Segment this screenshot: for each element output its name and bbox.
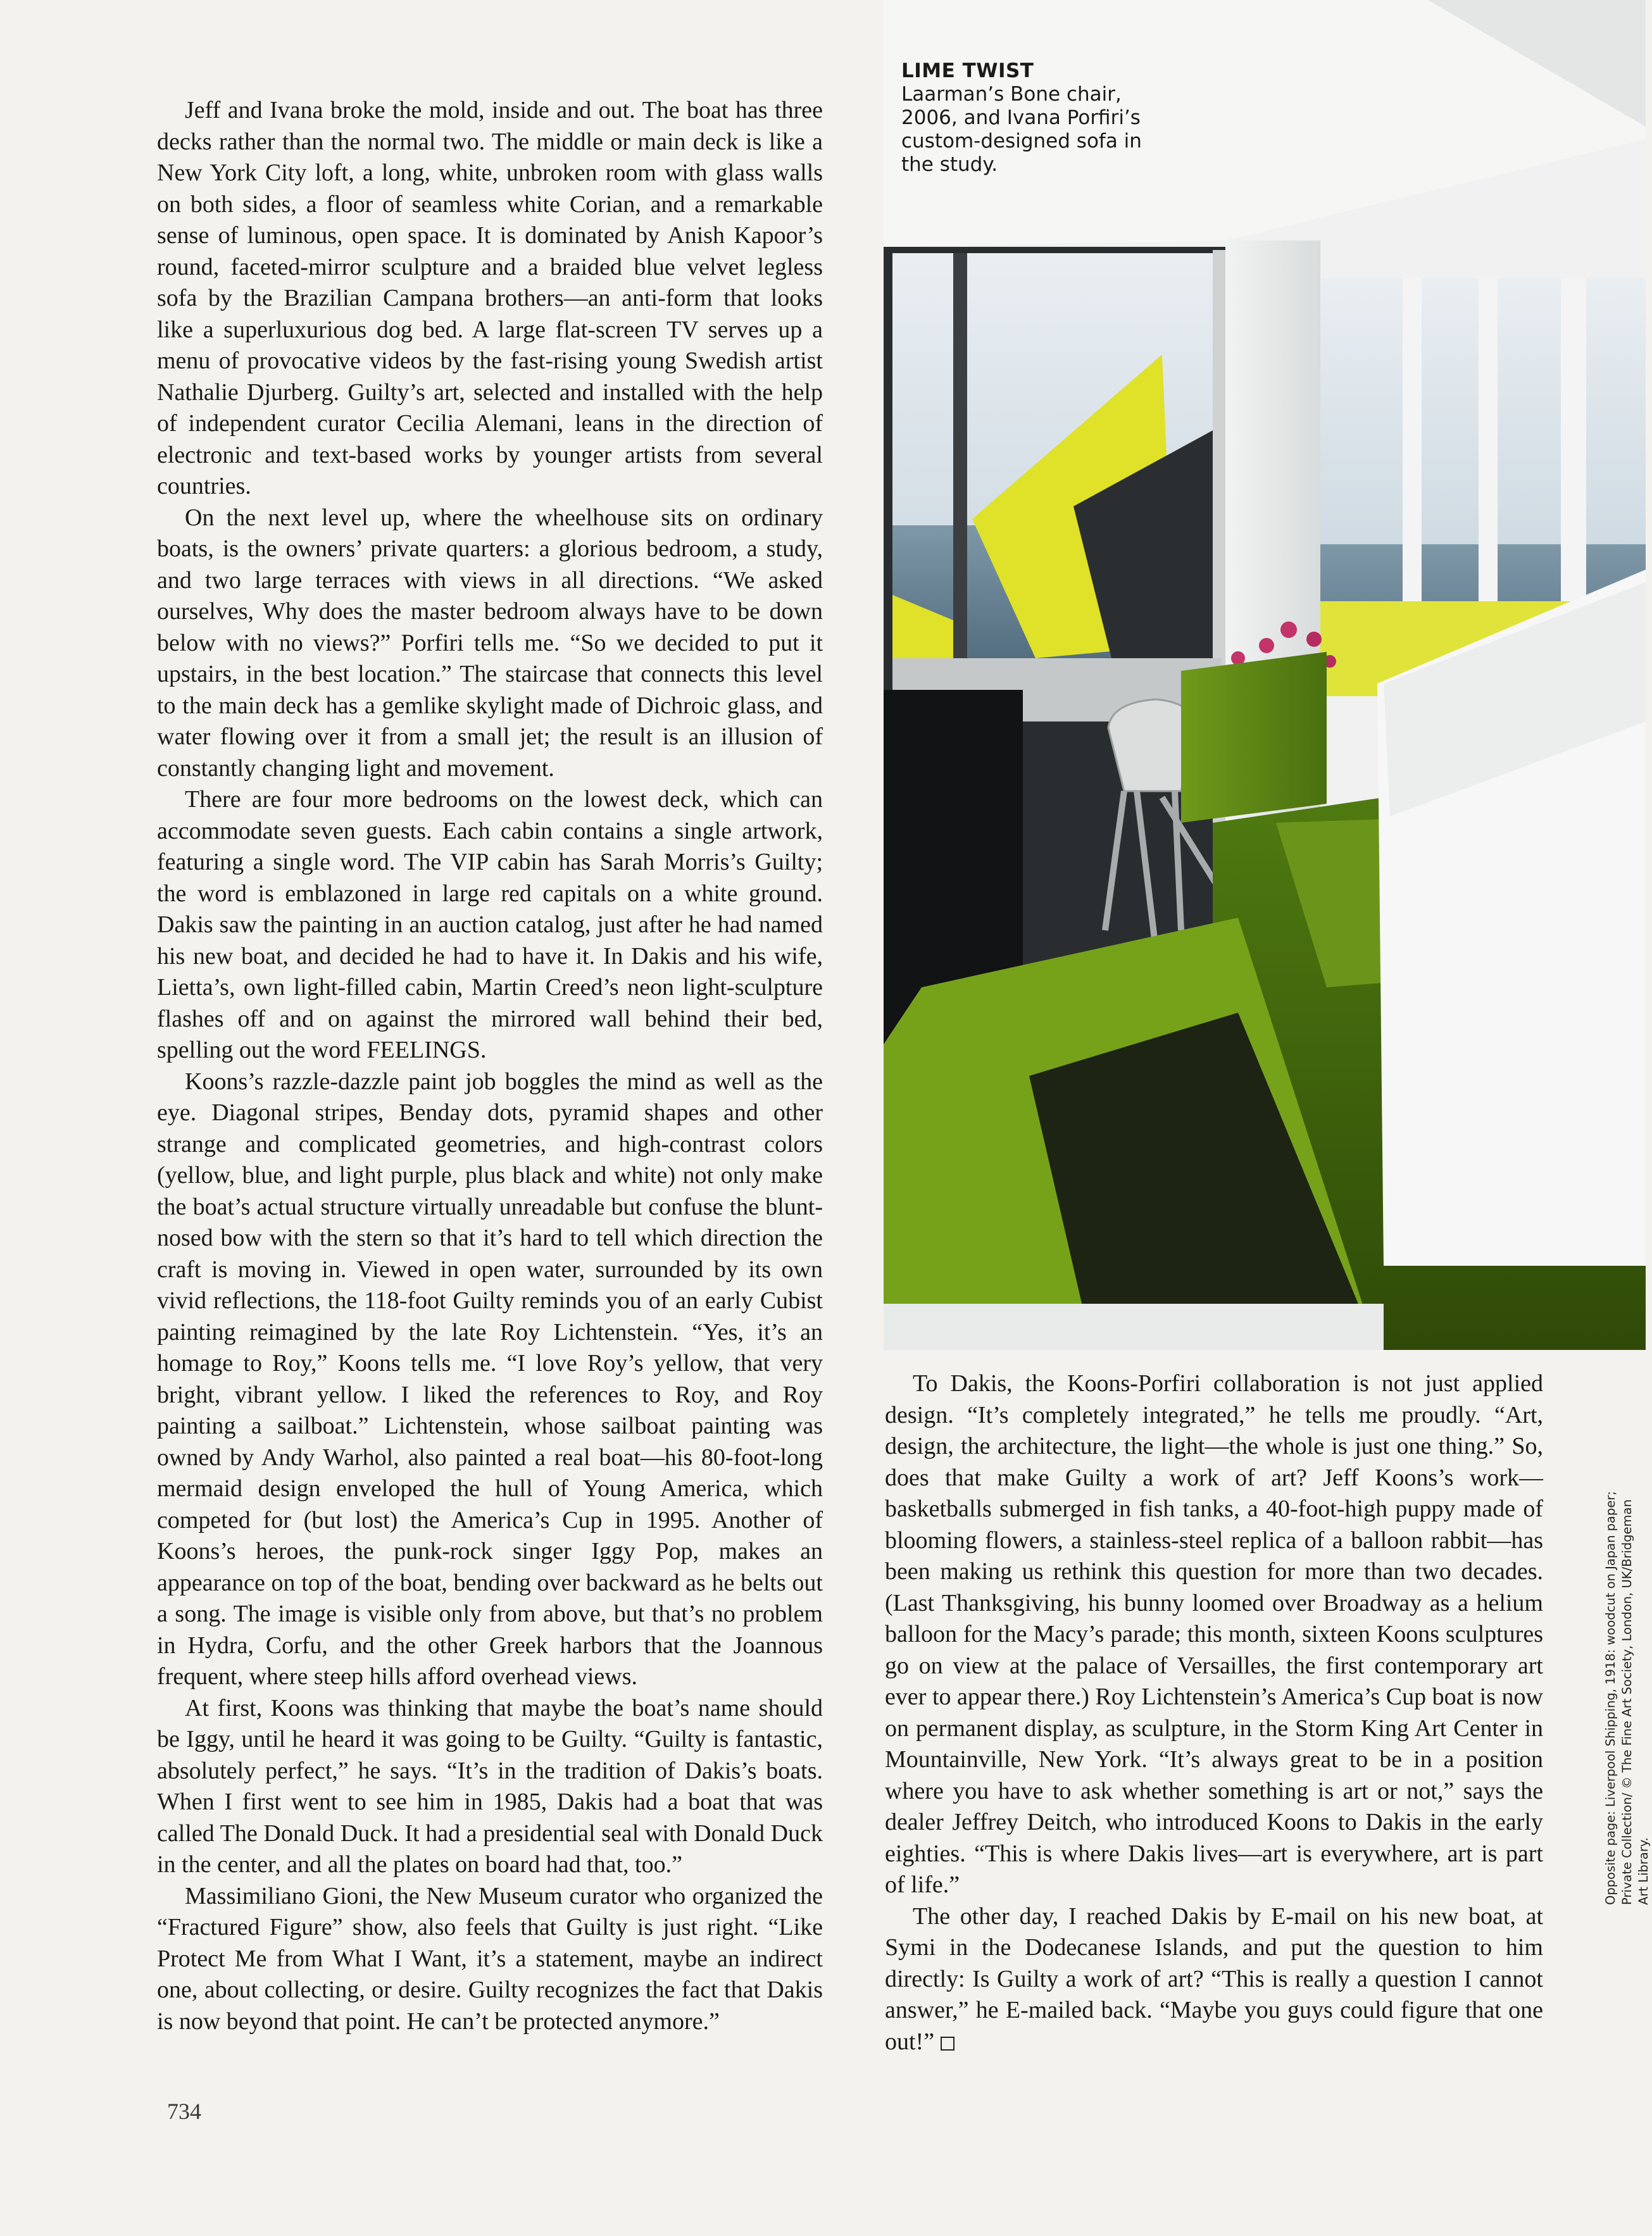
page-number: 734 [167,2099,201,2124]
body-paragraph: Jeff and Ivana broke the mold, inside and out. The boat has three decks rather than the normal two. The middle or main deck is like a New York City loft, a long, white, unbroken room with glass walls on both sides, a floor of seamless white Corian, and a remarkable sense of luminous, open space. It is dominated by Anish Kapoor’s round, faceted-mirror sculpture and a braided blue velvet legless sofa by the Brazilian Campana brothers—an anti-form that looks like a superluxurious dog bed. A large flat-screen TV serves up a menu of provocative videos by the fast-rising young Swedish artist Nathalie Djurberg. Guilty’s art, selected and installed with the help of independent curator Cecilia Alemani, leans in the direction of electronic and text-based works by younger artists from several countries. [157,97,823,499]
left-text-column [157,95,823,2037]
photo-caption [901,59,1180,177]
body-paragraph: Massimiliano Gioni, the New Museum curator who organized the “Fractured Figure” show, also feels that Guilty is just right. “Like Protect Me from What I Want, it’s a statement, maybe an indirect one, about collecting, or desire. Guilty recognizes the fact that Dakis is now beyond that point. He can’t be protected anymore.” [157,1882,823,2035]
body-paragraph: Koons’s razzle-dazzle paint job boggles the mind as well as the eye. Diagonal stripes, Benday dots, pyramid shapes and other strange and complicated geometries, and high-contrast colors (yellow, blue, and light purple, plus black and white) not only make the boat’s actual structure virtually unreadable but confuse the blunt-nosed bow with the stern so that it’s hard to tell which direction the craft is moving in. Viewed in open water, surrounded by its own vivid reflections, the 118-foot Guilty reminds you of an early Cubist painting reimagined by the late Roy Lichtenstein. “Yes, it’s an homage to Roy,” Koons tells me. “I love Roy’s yellow, that very bright, vibrant yellow. I liked the references to Roy, and Roy painting a sailboat.” Lichtenstein, whose sailboat painting was owned by Andy Warhol, also painted a real boat—his 80-foot-long mermaid design enveloped the hull of Young America, which competed for (but lost) the America’s Cup in 1995. Another of Koons’s heroes, the punk-rock singer Iggy Pop, makes an appearance on top of the boat, bending over backward as he belts out a song. The image is visible only from above, but that’s no problem in Hydra, Corfu, and the other Greek harbors that the Joannous frequent, where steep hills afford overhead views. [157,1068,823,1690]
end-mark-icon [941,2037,954,2051]
final-paragraph-text: The other day, I reached Dakis by E-mail on his new boat, at Symi in the Dodecanese Islands, and put the question to him directly: Is Guilty a work of art? “This is really a question I cannot answer,” he E-mailed back. “Maybe you guys could figure that one out!” [885,1902,1543,2055]
caption-text: Laarman’s Bone chair, 2006, and Ivana Porfiri’s custom-designed sofa in the study. [901,83,1142,176]
photo-credit: Opposite page: Liverpool Shipping, 1918: woodcut on Japan paper; Private Collection/ © The Fine Art Society, London, UK/Bridgeman Art Library. [1603,1491,1651,1905]
study-interior-photo [884,0,1646,1350]
right-text-column [885,1368,1543,2058]
body-paragraph: On the next level up, where the wheelhouse sits on ordinary boats, is the owners’ private quarters: a glorious bedroom, a study, and two large terraces with views in all directions. “We asked ourselves, Why does the master bedroom always have to be down below with no views?” Porfiri tells me. “So we decided to put it upstairs, in the best location.” The staircase that connects this level to the main deck has a gemlike skylight made of Dichroic glass, and water flowing over it from a small jet; the result is an illusion of constantly changing light and movement. [157,504,823,782]
body-paragraph: At first, Koons was thinking that maybe the boat’s name should be Iggy, until he heard it was going to be Guilty. “Guilty is fantastic, absolutely perfect,” he says. “It’s in the tradition of Dakis’s boats. When I first went to see him in 1985, Dakis had a boat that was called The Donald Duck. It had a presidential seal with Donald Duck in the center, and all the plates on board had that, too.” [157,1694,823,1878]
body-paragraph-final [885,1901,1543,2058]
body-paragraph: To Dakis, the Koons-Porfiri collaboration is not just applied design. “It’s completely integrated,” he tells me proudly. “Art, design, the architecture, the light—the whole is just one thing.” So, does that make Guilty a work of art? Jeff Koons’s work—basketballs submerged in fish tanks, a 40-foot-high puppy made of blooming flowers, a stainless-steel replica of a balloon rabbit—has been making us rethink this question for more than two decades. (Last Thanksgiving, his bunny loomed over Broadway as a helium balloon for the Macy’s parade; this month, sixteen Koons sculptures go on view at the palace of Versailles, the first contemporary art ever to appear there.) Roy Lichtenstein’s America’s Cup boat is now on permanent display, as sculpture, in the Storm King Art Center in Mountainville, New York. “It’s always great to be in a position where you have to ask whether something is art or not,” says the dealer Jeffrey Deitch, who introduced Koons to Dakis in the early eighties. “This is where Dakis lives—art is everywhere, art is part of life.” [885,1370,1543,1898]
caption-title: LIME TWIST [901,59,1034,82]
body-paragraph: There are four more bedrooms on the lowest deck, which can accommodate seven guests. Each cabin contains a single artwork, featuring a single word. The VIP cabin has Sarah Morris’s Guilty; the word is emblazoned in large red capitals on a white ground. Dakis saw the painting in an auction catalog, just after he had named his new boat, and decided he had to have it. In Dakis and his wife, Lietta’s, own light-filled cabin, Martin Creed’s neon light-sculpture flashes off and on against the mirrored wall behind their bed, spelling out the word FEELINGS. [157,786,823,1063]
